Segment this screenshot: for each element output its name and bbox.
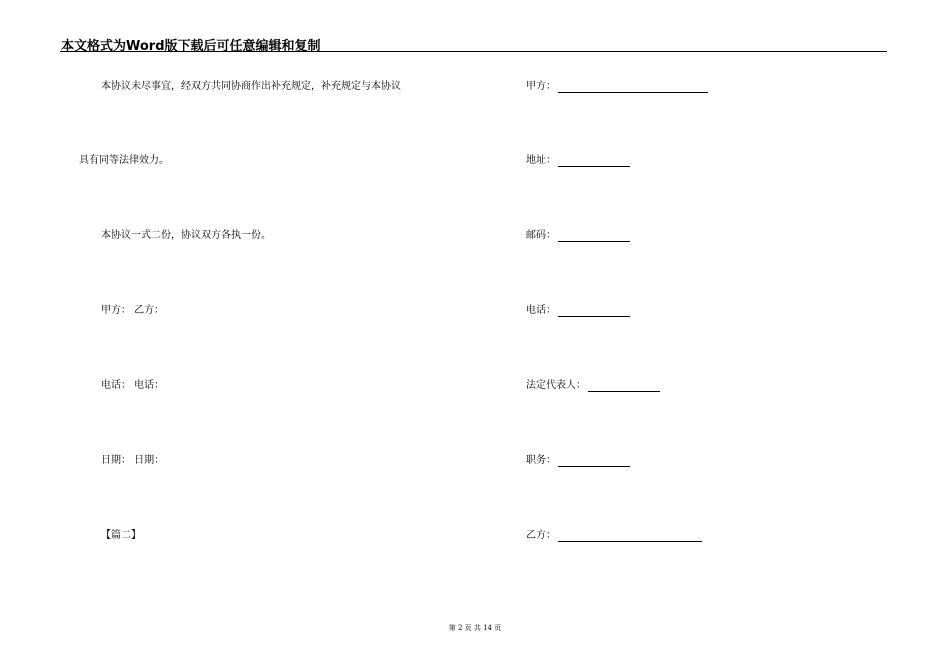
- party-a-blank: [558, 83, 708, 93]
- agreement-paragraph-line-2: 具有同等法律效力。: [79, 155, 169, 166]
- agreement-paragraph-line-1: 本协议未尽事宜，经双方共同协商作出补充规定，补充规定与本协议: [101, 81, 401, 92]
- party-b-blank: [558, 532, 702, 542]
- position-blank: [558, 457, 630, 467]
- position-field: [526, 455, 630, 467]
- postcode-label: 邮码：: [526, 230, 556, 241]
- legal-representative-label: 法定代表人：: [526, 380, 586, 391]
- phone-field: [526, 305, 630, 317]
- legal-representative-field: [526, 380, 660, 392]
- party-a-field: [526, 81, 708, 93]
- position-label: 职务：: [526, 455, 556, 466]
- phone-blank: [558, 307, 630, 317]
- address-field: [526, 155, 630, 167]
- signature-parties-line: 甲方： 乙方：: [101, 305, 165, 316]
- postcode-field: [526, 230, 630, 242]
- party-a-label: 甲方：: [526, 81, 556, 92]
- address-label: 地址：: [526, 155, 556, 166]
- section-heading: 【篇二】: [101, 530, 141, 541]
- legal-representative-blank: [588, 382, 660, 392]
- signature-phone-line: 电话： 电话：: [101, 380, 165, 391]
- party-b-label: 乙方：: [526, 530, 556, 541]
- copies-paragraph: 本协议一式二份，协议双方各执一份。: [101, 230, 271, 241]
- party-b-field: [526, 530, 702, 542]
- postcode-blank: [558, 232, 630, 242]
- header-divider: [60, 51, 887, 52]
- page-number: 第 2 页 共 14 页: [448, 624, 502, 632]
- document-header-title: 本文格式为Word版下载后可任意编辑和复制: [61, 39, 321, 54]
- signature-date-line: 日期： 日期：: [101, 455, 165, 466]
- address-blank: [558, 157, 630, 167]
- phone-label: 电话：: [526, 305, 556, 316]
